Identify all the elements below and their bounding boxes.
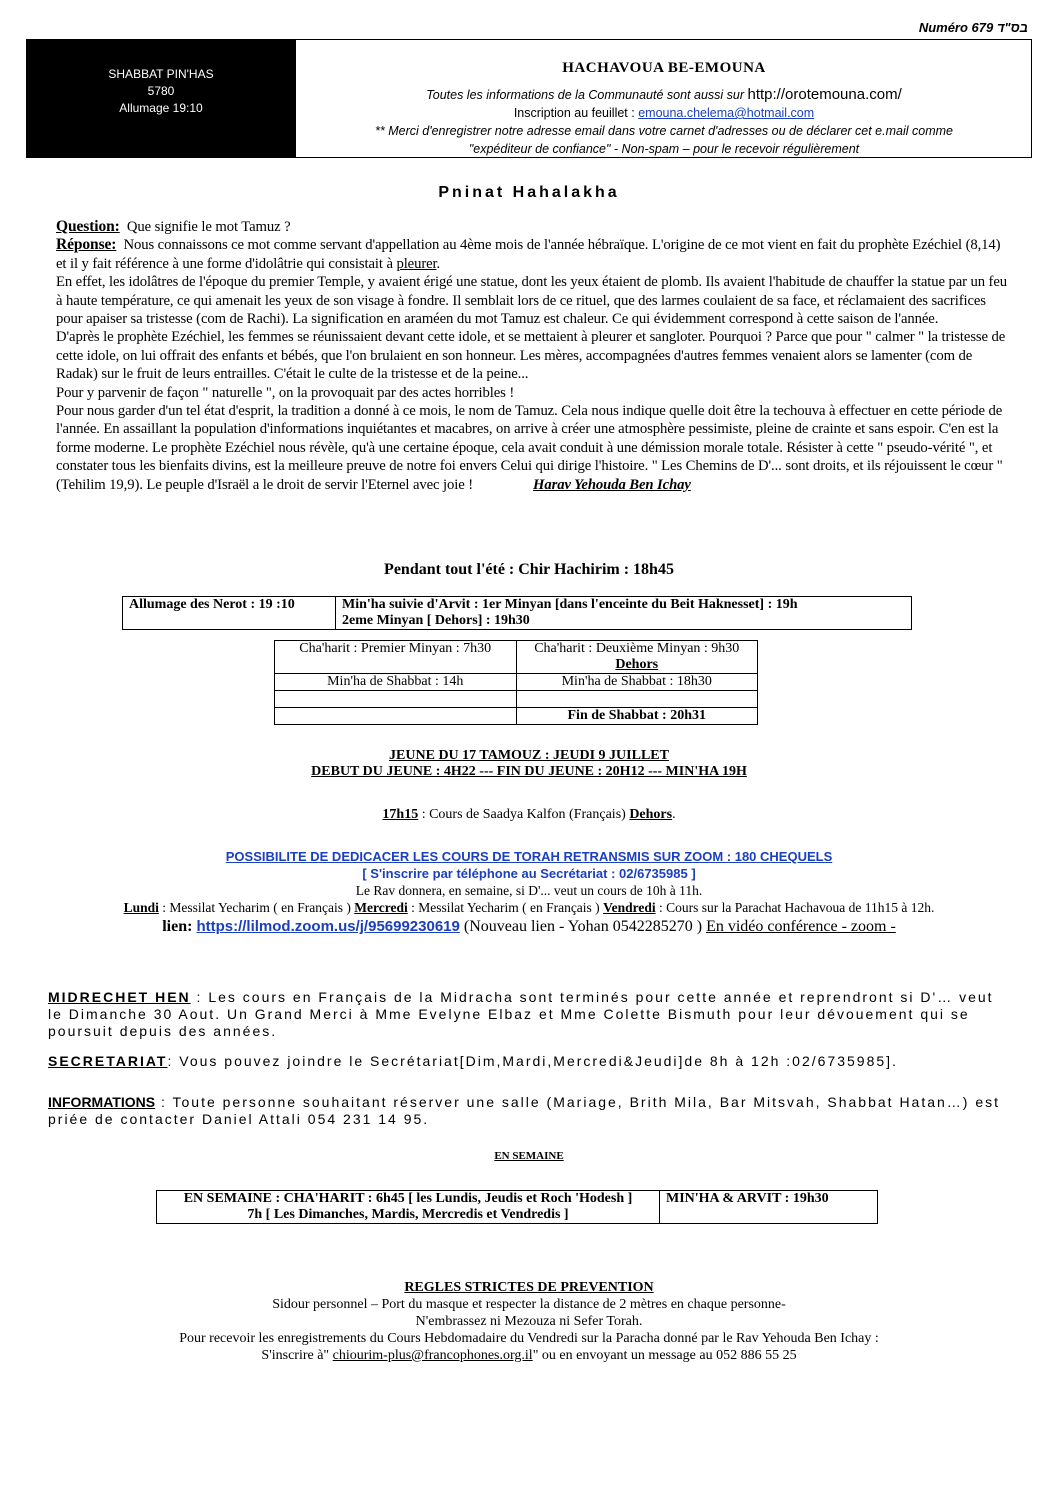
fast-title: JEUNE DU 17 TAMOUZ : JEUDI 9 JUILLET — [389, 748, 669, 763]
question-text: Que signifie le mot Tamuz ? — [126, 219, 291, 235]
empty-cell — [516, 691, 758, 708]
signature: Harav Yehouda Ben Ichay — [533, 476, 691, 493]
semaine-title: EN SEMAINE — [494, 1150, 564, 1162]
header-info-block — [296, 60, 1032, 158]
minha-cell: Min'ha suivie d'Arvit : 1er Minyan [dans l'enceinte du Beit Haknesset] : 19h 2eme Minyan [ Dehors] : 19h30 — [336, 597, 912, 630]
schedule-table-friday — [122, 596, 912, 630]
midrechet-notice: MIDRECHET HEN : Les cours en Français de la Midracha sont terminés pour cette année et reprendront si D'… veut le Dimanche 30 Aout. Un Grand Merci à Mme Evelyne Elbaz et Mme Colette Bismuth pour leur dévouement qui se poursuit depuis des années. — [48, 989, 994, 1039]
shabbat-year: 5780 — [147, 84, 175, 98]
secretariat-notice: SECRETARIAT: Vous pouvez joindre le Secrétariat[Dim,Mardi,Mercredi&Jeudi]de 8h à 12h :02/6735985]. — [48, 1053, 898, 1069]
website-link[interactable]: http://orotemouna.com/ — [747, 86, 902, 103]
answer-paragraph-3: D'après le prophète Ezéchiel, les femmes se réunissaient devant cette idole, et se mettaient à pleurer et sangloter. Pourquoi ? Parce que pour " calmer " la tristesse de cette idole, on lui offrait des enfants et bébés, que l'on brulaient en son honneur. Les mères, accompagnées d'autres femmes venaient alors se lamenter (com de Radak) sur le fruit de leurs entrailles. C'était le culte de la tristesse et de la peine... — [56, 329, 1006, 383]
chaharit-1-cell: Cha'harit : Premier Minyan : 7h30 — [275, 641, 517, 674]
table-row — [275, 691, 758, 708]
dedication-notice — [0, 848, 1058, 882]
answer-paragraph-2: En effet, les idolâtres de l'époque du premier Temple, y avaient érigé une statue, dont les yeux étaient de plomb. Ils avaient l'habitude de chauffer la statue par un feu à haute température, ce qui amenait les yeux de son visage à fondre. Il semblait lors de ce rituel, que des larmes coulaient de sa face, et réclamaient des sacrifices pour apaiser sa tristesse (com de Rachi). La signification en araméen du mot Tamuz est chaleur. Ce qui évidemment correspond à cette saison de l'année. — [56, 274, 1007, 328]
minha-1-cell: Min'ha de Shabbat : 14h — [275, 674, 517, 691]
weekday-schedule-table — [156, 1190, 878, 1224]
answer-paragraph-5: Pour nous garder d'un tel état d'esprit, la tradition a donné à ce mois, le nom de Tamuz. Cela nous indique quelle doit être la techouva à effectuer en cette période de l'année. En assaillant la population d'informations inquiétantes et macabres, on arrive à créer une atmosphère pessimiste, pleine de crainte et sans espoir. C'en est la forme moderne. Le prophète Ezéchiel nous révèle, qu'à une certaine époque, cela avait conduit à une démission morale totale. Résister à cette " pseudo-vérité ", et constater tous les bienfaits divins, est la meilleure preuve de notre foi envers Celui qui dirige l'histoire. " Les Chemins de D'... sont droits, et ils réjouissent le cœur " (Tehilim 19,9). Le peuple d'Israël a le droit de servir l'Eternel avec joie ! Harav Yehouda Ben Ichay — [56, 403, 1003, 493]
cours-line: 17h15 : Cours de Saadya Kalfon (Français) Dehors. — [382, 807, 676, 822]
spam-note-1: ** Merci d'enregistrer notre adresse email dans votre carnet d'adresses ou de déclarer cet e.mail comme — [375, 124, 953, 138]
chaharit-2-cell: Cha'harit : Deuxième Minyan : 9h30 Dehors — [516, 641, 758, 674]
dedication-link[interactable]: POSSIBILITE DE DEDICACER LES COURS DE TORAH RETRANSMIS SUR ZOOM : 180 CHEQUELS — [225, 849, 833, 864]
issue-number: Numéro 679 בס"ד — [918, 20, 1028, 35]
allumage-cell: Allumage des Nerot : 19 :10 — [123, 597, 336, 630]
answer-label: Réponse: — [56, 236, 117, 254]
header-shabbat-block — [26, 39, 296, 158]
rav-courses: Le Rav donnera, en semaine, si D'... veut un cours de 10h à 11h. Lundi : Messilat Yecharim ( en Français ) Mercredi : Messilat Yecharim ( en Français ) Vendredi : Cours sur la Parachat Hachavoua de 11h15 à 12h. — [123, 883, 935, 915]
section-title: Pninat Hahalakha — [438, 184, 620, 201]
answer-paragraph-4: Pour y parvenir de façon " naturelle ", on la provoquait par des actes horribles ! — [56, 384, 515, 401]
inscription-email-link[interactable]: emouna.chelema@hotmail.com — [638, 106, 815, 120]
minha-2-cell: Min'ha de Shabbat : 18h30 — [516, 674, 758, 691]
table-row — [123, 597, 912, 630]
rules-title: REGLES STRICTES DE PREVENTION — [404, 1280, 654, 1295]
shabbat-name: SHABBAT PIN'HAS — [108, 67, 214, 81]
article — [56, 218, 1012, 494]
newsletter-title: HACHAVOUA BE-EMOUNA — [562, 60, 766, 76]
zoom-link[interactable]: https://lilmod.zoom.us/j/95699230619 — [196, 918, 460, 935]
question-label: Question: — [56, 218, 120, 235]
prevention-rules: REGLES STRICTES DE PREVENTION Sidour personnel – Port du masque et respecter la distance de 2 mètres en chaque personne- N'embrassez ni Mezouza ni Sefer Torah. Pour recevoir les enregistrements du Cours Hebdomadaire du Vendredi sur la Paracha donné par le Rav Yehouda Ben Ichay : S'inscrire à" chiourim-plus@francophones.org.il" ou en envoyant un message au 052 886 55 25 — [0, 1279, 1058, 1364]
shabbat-allumage: Allumage 19:10 — [119, 101, 203, 115]
info-line: Toutes les informations de la Communauté sont aussi sur http://orotemouna.com/ — [426, 86, 902, 103]
fast-notice — [0, 748, 1058, 780]
table-row — [275, 708, 758, 725]
chaharit-weekday-cell: EN SEMAINE : CHA'HARIT : 6h45 [ les Lundis, Jeudis et Roch 'Hodesh ] 7h [ Les Dimanches, Mardis, Mercredis et Vendredis ] — [157, 1191, 660, 1224]
schedule-table-shabbat — [274, 640, 758, 725]
dedication-phone: [ S'inscrire par téléphone au Secrétariat : 02/6735985 ] — [362, 866, 696, 881]
fin-shabbat-cell: Fin de Shabbat : 20h31 — [516, 708, 758, 725]
minha-weekday-cell: MIN'HA & ARVIT : 19h30 — [660, 1191, 878, 1224]
zoom-line: lien: https://lilmod.zoom.us/j/95699230619 (Nouveau lien - Yohan 0542285270 ) En vidéo conférence - zoom - — [162, 918, 896, 935]
empty-cell — [275, 708, 517, 725]
summer-notice: Pendant tout l'été : Chir Hachirim : 18h45 — [384, 561, 674, 578]
table-row — [275, 674, 758, 691]
table-row — [157, 1191, 878, 1224]
fast-times: DEBUT DU JEUNE : 4H22 --- FIN DU JEUNE : 20H12 --- MIN'HA 19H — [311, 764, 747, 779]
informations-notice: INFORMATIONS : Toute personne souhaitant réserver une salle (Mariage, Brith Mila, Bar Mitsvah, Shabbat Hatan…) est priée de contacter Daniel Attali 054 231 14 95. — [48, 1094, 1001, 1127]
answer-paragraph-1: Réponse: Nous connaissons ce mot comme servant d'appellation au 4ème mois de l'année hébraïque. L'origine de ce mot vient en fait du prophète Ezéchiel (8,14) et il y fait référence à une forme d'idolâtrie qui consistait à pleurer. — [56, 236, 1001, 272]
spam-note-2: "expéditeur de confiance" - Non-spam – pour le recevoir régulièrement — [468, 142, 860, 156]
chiourim-email-link[interactable]: chiourim-plus@francophones.org.il — [332, 1348, 533, 1363]
empty-cell — [275, 691, 517, 708]
inscription-line: Inscription au feuillet : emouna.chelema@hotmail.com — [513, 106, 815, 120]
question — [56, 218, 1012, 236]
table-row — [275, 641, 758, 674]
